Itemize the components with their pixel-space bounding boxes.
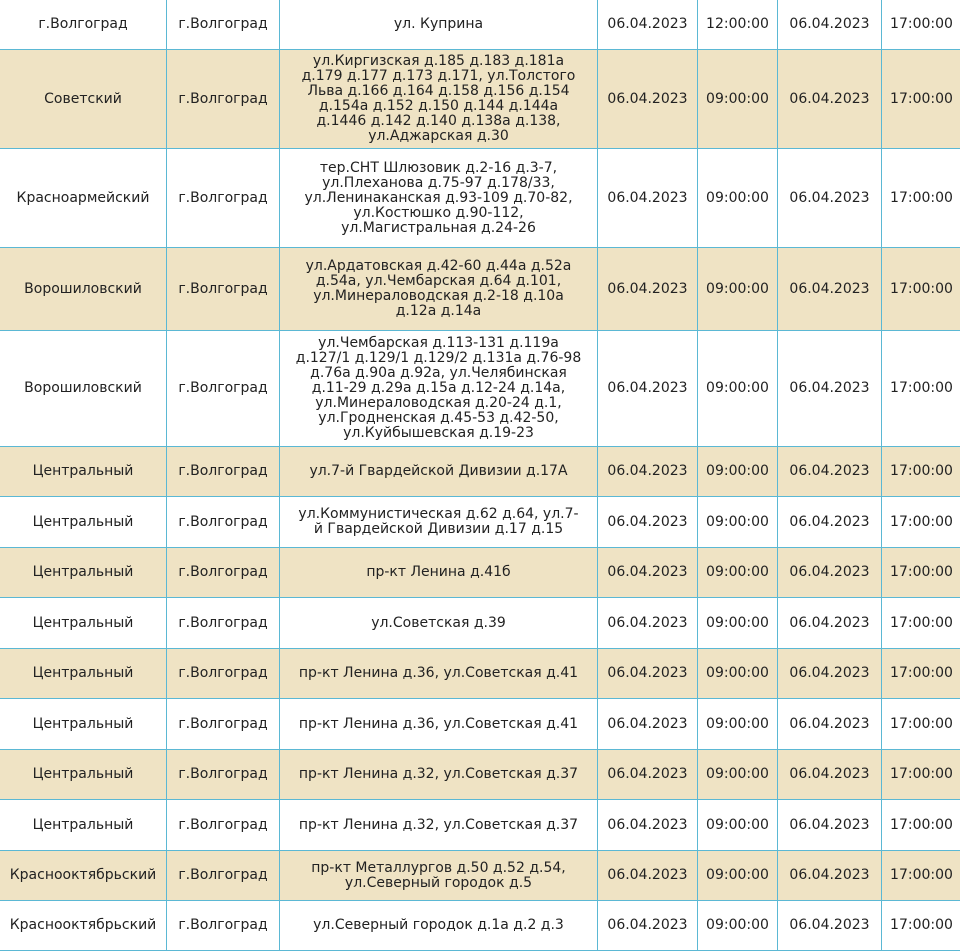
end-time-cell: 17:00:00 (882, 248, 960, 331)
end-date-cell: 06.04.2023 (778, 248, 882, 331)
table-row (0, 649, 960, 699)
end-date-cell: 06.04.2023 (778, 598, 882, 649)
start-date-cell: 06.04.2023 (598, 50, 698, 149)
end-time-cell: 17:00:00 (882, 149, 960, 248)
end-time-cell: 17:00:00 (882, 750, 960, 800)
start-date-cell: 06.04.2023 (598, 0, 698, 50)
end-time-cell: 17:00:00 (882, 699, 960, 750)
city-cell: г.Волгоград (167, 901, 280, 951)
end-date-cell: 06.04.2023 (778, 851, 882, 901)
start-time-cell: 09:00:00 (698, 331, 778, 447)
city-cell: г.Волгоград (167, 851, 280, 901)
start-date-cell: 06.04.2023 (598, 497, 698, 548)
district-cell: г.Волгоград (0, 0, 167, 50)
end-date-cell: 06.04.2023 (778, 800, 882, 851)
district-cell: Советский (0, 50, 167, 149)
end-time-cell: 17:00:00 (882, 851, 960, 901)
start-time-cell: 09:00:00 (698, 497, 778, 548)
address-cell: ул.Чембарская д.113-131 д.119а д.127/1 д.129/1 д.129/2 д.131а д.76-98 д.76а д.90а д.92а, ул.Челябинская д.11-29 д.29а д.15а д.12-24 д.14а, ул.Минераловодская д.20-24 д.1, ул.Гродненская д.45-53 д.42-50, ул.Куйбышевская д.19-23 (280, 331, 598, 447)
end-date-cell: 06.04.2023 (778, 447, 882, 497)
start-time-cell: 09:00:00 (698, 548, 778, 598)
start-time-cell: 09:00:00 (698, 750, 778, 800)
address-cell: ул.7-й Гвардейской Дивизии д.17А (280, 447, 598, 497)
table-row (0, 598, 960, 649)
start-date-cell: 06.04.2023 (598, 598, 698, 649)
table-row (0, 548, 960, 598)
district-cell: Краснооктябрьский (0, 901, 167, 951)
start-time-cell: 09:00:00 (698, 149, 778, 248)
end-time-cell: 17:00:00 (882, 0, 960, 50)
start-time-cell: 09:00:00 (698, 901, 778, 951)
district-cell: Центральный (0, 750, 167, 800)
table-row (0, 331, 960, 447)
district-cell: Ворошиловский (0, 331, 167, 447)
start-time-cell: 09:00:00 (698, 649, 778, 699)
start-date-cell: 06.04.2023 (598, 649, 698, 699)
address-cell: пр-кт Металлургов д.50 д.52 д.54, ул.Северный городок д.5 (280, 851, 598, 901)
end-time-cell: 17:00:00 (882, 649, 960, 699)
table-row (0, 149, 960, 248)
start-date-cell: 06.04.2023 (598, 699, 698, 750)
table-row (0, 0, 960, 50)
table-row (0, 248, 960, 331)
address-cell: пр-кт Ленина д.36, ул.Советская д.41 (280, 699, 598, 750)
district-cell: Центральный (0, 548, 167, 598)
district-cell: Центральный (0, 699, 167, 750)
start-date-cell: 06.04.2023 (598, 851, 698, 901)
district-cell: Центральный (0, 649, 167, 699)
table-row (0, 50, 960, 149)
start-date-cell: 06.04.2023 (598, 447, 698, 497)
start-date-cell: 06.04.2023 (598, 800, 698, 851)
end-date-cell: 06.04.2023 (778, 548, 882, 598)
address-cell: ул. Куприна (280, 0, 598, 50)
end-time-cell: 17:00:00 (882, 50, 960, 149)
table-row (0, 699, 960, 750)
start-date-cell: 06.04.2023 (598, 750, 698, 800)
address-cell: ул.Северный городок д.1а д.2 д.3 (280, 901, 598, 951)
table-row (0, 447, 960, 497)
start-time-cell: 09:00:00 (698, 598, 778, 649)
address-cell: ул.Ардатовская д.42-60 д.44а д.52а д.54а, ул.Чембарская д.64 д.101, ул.Минераловодская д.2-18 д.10а д.12а д.14а (280, 248, 598, 331)
start-date-cell: 06.04.2023 (598, 149, 698, 248)
end-date-cell: 06.04.2023 (778, 0, 882, 50)
table-row (0, 901, 960, 951)
end-date-cell: 06.04.2023 (778, 699, 882, 750)
address-cell: тер.СНТ Шлюзовик д.2-16 д.3-7, ул.Плеханова д.75-97 д.178/33, ул.Ленинаканская д.93-109 д.70-82, ул.Костюшко д.90-112, ул.Магистральная д.24-26 (280, 149, 598, 248)
start-time-cell: 09:00:00 (698, 50, 778, 149)
table-row (0, 851, 960, 901)
city-cell: г.Волгоград (167, 0, 280, 50)
start-date-cell: 06.04.2023 (598, 901, 698, 951)
city-cell: г.Волгоград (167, 149, 280, 248)
end-time-cell: 17:00:00 (882, 497, 960, 548)
table-row (0, 800, 960, 851)
district-cell: Краснооктябрьский (0, 851, 167, 901)
start-date-cell: 06.04.2023 (598, 548, 698, 598)
start-time-cell: 09:00:00 (698, 699, 778, 750)
end-date-cell: 06.04.2023 (778, 331, 882, 447)
city-cell: г.Волгоград (167, 598, 280, 649)
end-time-cell: 17:00:00 (882, 800, 960, 851)
start-time-cell: 12:00:00 (698, 0, 778, 50)
end-date-cell: 06.04.2023 (778, 901, 882, 951)
city-cell: г.Волгоград (167, 750, 280, 800)
address-cell: ул.Советская д.39 (280, 598, 598, 649)
end-time-cell: 17:00:00 (882, 447, 960, 497)
city-cell: г.Волгоград (167, 497, 280, 548)
city-cell: г.Волгоград (167, 800, 280, 851)
city-cell: г.Волгоград (167, 50, 280, 149)
end-time-cell: 17:00:00 (882, 901, 960, 951)
end-date-cell: 06.04.2023 (778, 497, 882, 548)
start-time-cell: 09:00:00 (698, 447, 778, 497)
end-date-cell: 06.04.2023 (778, 149, 882, 248)
address-cell: ул.Киргизская д.185 д.183 д.181а д.179 д.177 д.173 д.171, ул.Толстого Льва д.166 д.164 д.158 д.156 д.154 д.154а д.152 д.150 д.144 д.144а д.1446 д.142 д.140 д.138а д.138, ул.Аджарская д.30 (280, 50, 598, 149)
address-cell: пр-кт Ленина д.32, ул.Советская д.37 (280, 800, 598, 851)
end-date-cell: 06.04.2023 (778, 750, 882, 800)
city-cell: г.Волгоград (167, 649, 280, 699)
city-cell: г.Волгоград (167, 548, 280, 598)
start-time-cell: 09:00:00 (698, 851, 778, 901)
district-cell: Красноармейский (0, 149, 167, 248)
district-cell: Центральный (0, 497, 167, 548)
address-cell: ул.Коммунистическая д.62 д.64, ул.7-й Гвардейской Дивизии д.17 д.15 (280, 497, 598, 548)
end-time-cell: 17:00:00 (882, 331, 960, 447)
end-time-cell: 17:00:00 (882, 548, 960, 598)
start-date-cell: 06.04.2023 (598, 331, 698, 447)
district-cell: Центральный (0, 800, 167, 851)
start-date-cell: 06.04.2023 (598, 248, 698, 331)
table-row (0, 750, 960, 800)
end-date-cell: 06.04.2023 (778, 649, 882, 699)
start-time-cell: 09:00:00 (698, 248, 778, 331)
end-time-cell: 17:00:00 (882, 598, 960, 649)
city-cell: г.Волгоград (167, 331, 280, 447)
city-cell: г.Волгоград (167, 447, 280, 497)
district-cell: Ворошиловский (0, 248, 167, 331)
end-date-cell: 06.04.2023 (778, 50, 882, 149)
address-cell: пр-кт Ленина д.32, ул.Советская д.37 (280, 750, 598, 800)
start-time-cell: 09:00:00 (698, 800, 778, 851)
city-cell: г.Волгоград (167, 699, 280, 750)
district-cell: Центральный (0, 598, 167, 649)
address-cell: пр-кт Ленина д.36, ул.Советская д.41 (280, 649, 598, 699)
city-cell: г.Волгоград (167, 248, 280, 331)
address-cell: пр-кт Ленина д.41б (280, 548, 598, 598)
table-row (0, 497, 960, 548)
district-cell: Центральный (0, 447, 167, 497)
